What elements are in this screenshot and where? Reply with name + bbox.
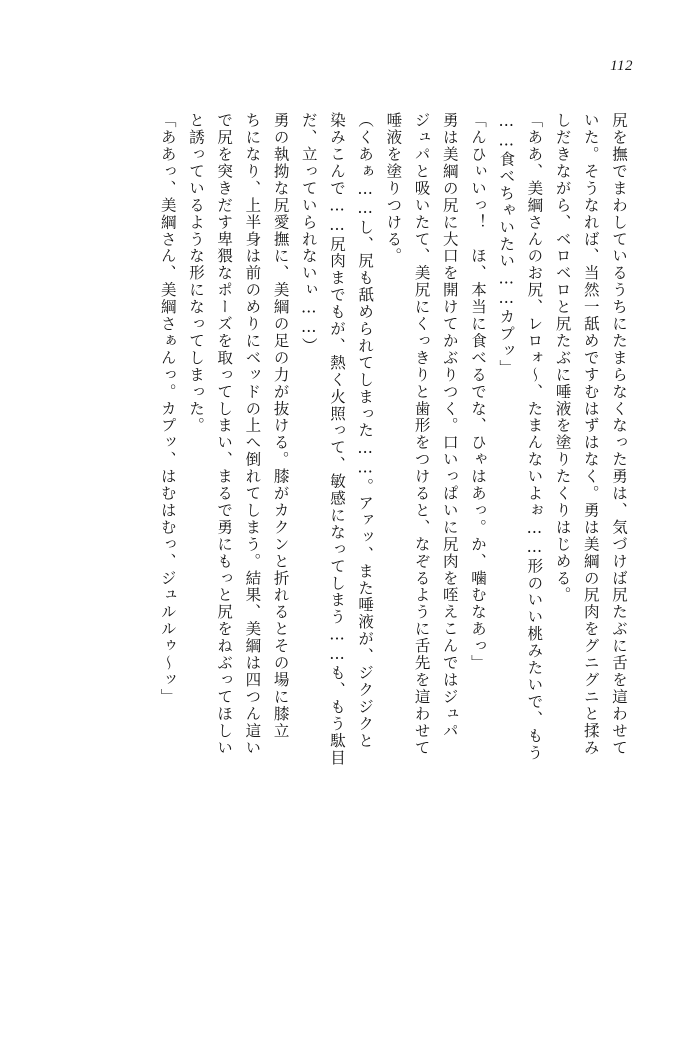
text-line: しだきながら、ベロベロと尻たぶに唾液を塗りたくりはじめる。 (553, 112, 572, 604)
text-line: 勇は美綱の尻に大口を開けてかぶりつく。口いっぱいに尻肉を咥えこんではジュパ (440, 112, 459, 740)
text-line: 染みこんで……尻肉までもが、熱く火照って、敏感になってしまう……も、もう駄目 (327, 112, 346, 767)
body-text (62, 112, 633, 932)
text-line: 「んひぃいっ！ ほ、本当に食べるでな、ひゃはあっ。か、噛むなあっ」 (468, 112, 487, 672)
text-line: （くあぁ……し、尻も舐められてしまった……。アァッ、また唾液が、ジクジクと (356, 112, 375, 750)
text-line: と誘っているような形になってしまった。 (186, 112, 205, 435)
page-number: 112 (610, 58, 633, 74)
text-line: ちになり、上半身は前のめりにベッドの上へ倒れてしまう。結果、美綱は四つん這い (243, 112, 262, 757)
text-line: で尻を突きだす卑猥なポーズを取ってしまい、まるで勇にもっと尻をねぶってほしい (215, 112, 234, 757)
text-line: 勇の執拗な尻愛撫に、美綱の足の力が抜ける。膝がカクンと折れるとその場に膝立 (271, 112, 290, 740)
text-line: だ、立っていられないぃ……） (299, 112, 318, 355)
text-line: 唾液を塗りつける。 (384, 112, 403, 265)
text-line: いた。そうなれば、当然一舐めですむはずはなく。勇は美綱の尻肉をグニグニと揉み (581, 112, 600, 757)
text-line: ……食べちゃいたい……カプッ」 (497, 112, 516, 377)
text-line: ジュパと吸いたて、美尻にくっきりと歯形をつけると、なぞるように舌先を這わせて (412, 112, 431, 757)
text-line: 尻を撫でまわしているうちにたまらなくなった勇は、気づけば尻たぶに舌を這わせて (610, 112, 628, 757)
text-line: 「ああ、美綱さんのお尻、レロォ～、たまんないよぉ……形のいい桃みたいで、もう (525, 112, 544, 762)
text-line: 「ああっ、美綱さん、美綱さぁんっ。カプッ、はむはむっ、ジュルルゥ～ッ」 (158, 112, 177, 706)
